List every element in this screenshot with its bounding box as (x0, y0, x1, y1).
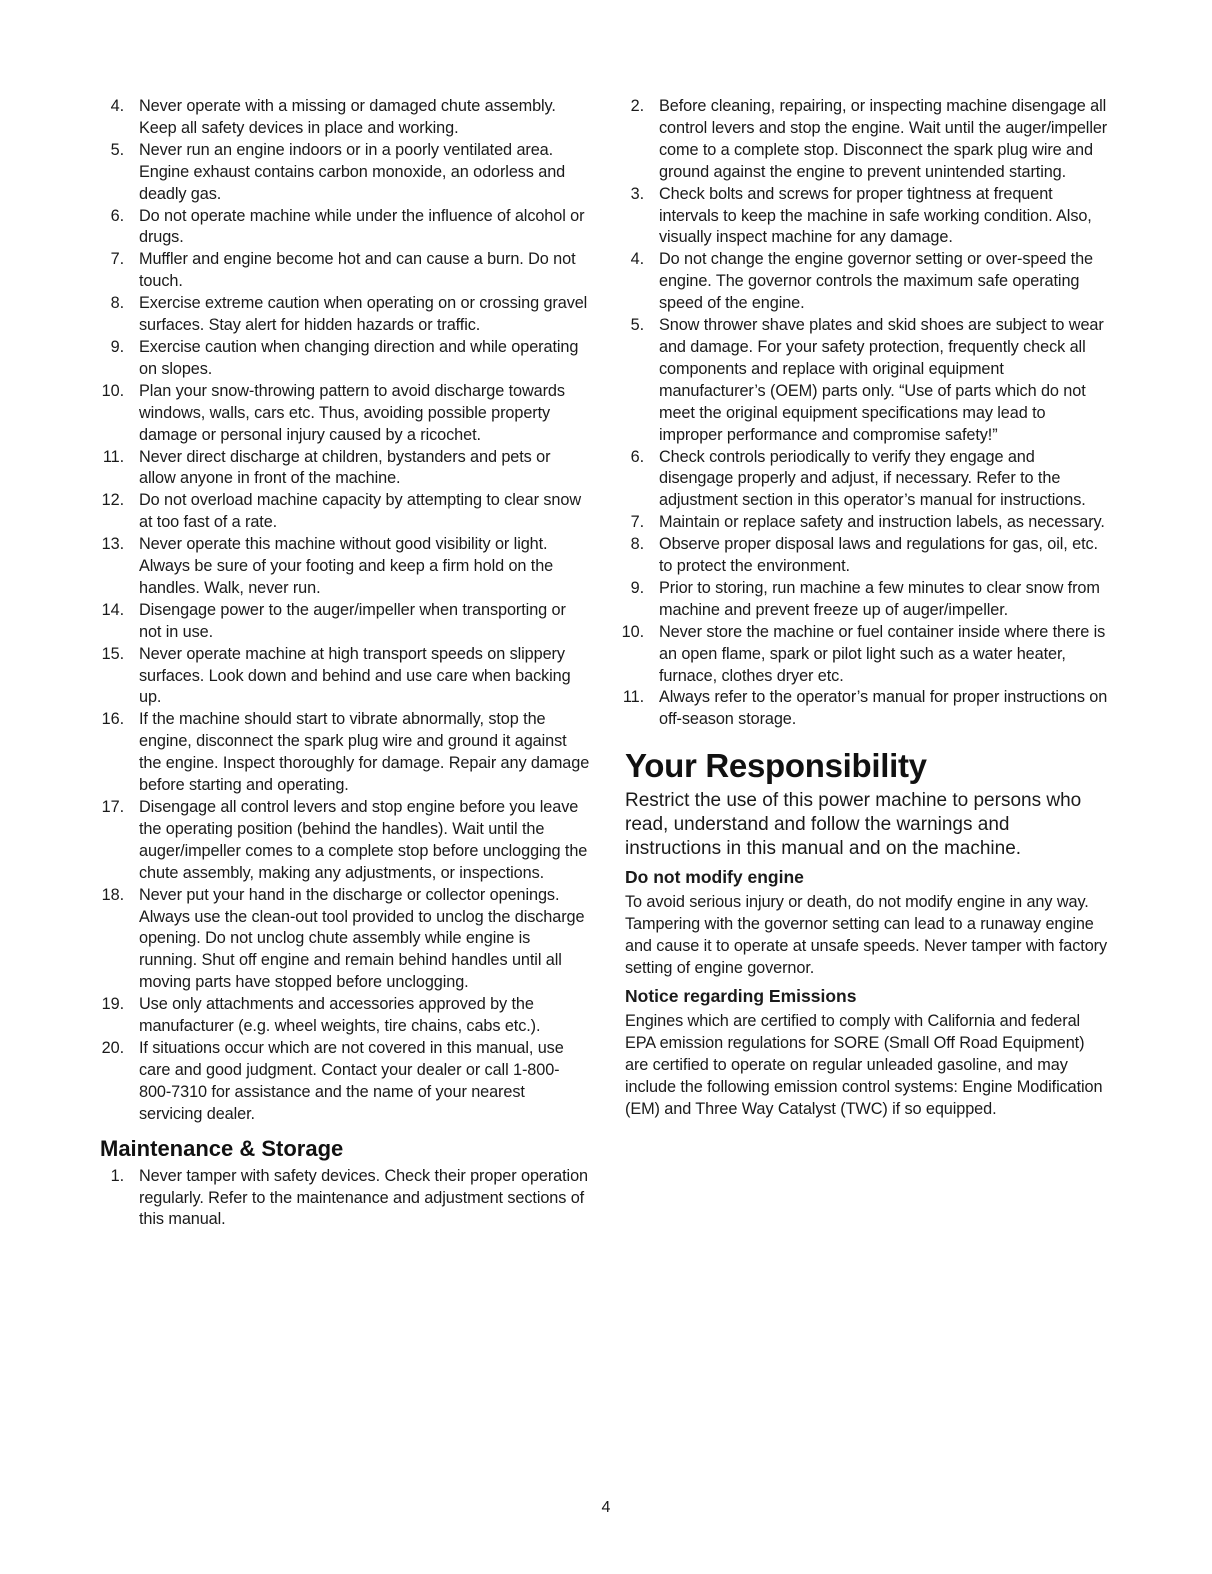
list-item: 11. Always refer to the operator’s manual for proper instructions on off-season storage. (622, 688, 1108, 729)
list-item: 2. Before cleaning, repairing, or inspecting machine disengage all control levers and stop the engine. Wait until the auger/impeller come to a complete stop. Disconnect the spark plug wire and ground against the engine to prevent unintended starting. (630, 97, 1108, 181)
list-item: 19. Use only attachments and accessories approved by the manufacturer (e.g. wheel weights, tire chains, cabs etc.). (101, 995, 541, 1036)
list-item: 9. Prior to storing, run machine a few minutes to clear snow from machine and prevent freeze up of auger/impeller. (630, 578, 1100, 619)
list-item: 17. Disengage all control levers and stop engine before you leave the operating position (behind the handles). Wait until the auger/impeller comes to a complete stop before unclogging the chute assembly, making any adjustments, or inspections. (101, 798, 588, 882)
list-item: 10. Never store the machine or fuel container inside where there is an open flame, spark or pilot light such as a water heater, furnace, clothes dryer etc. (621, 622, 1106, 685)
list-item: 10. Plan your snow-throwing pattern to avoid discharge towards windows, walls, cars etc. Thus, avoiding possible property damage or personal injury caused by a ricochet. (101, 381, 565, 444)
emissions-text: Engines which are certified to comply with California and federal EPA emission regulations for SORE (Small Off Road Equipment) are certified to operate on regular unleaded gasoline, and may include the following emission control systems: Engine Modification (EM) and Three Way Catalyst (TWC) if so equipped. (625, 1011, 1103, 1118)
list-item: 11. Never direct discharge at children, bystanders and pets or allow anyone in front of the machine. (102, 447, 551, 488)
list-item: 6. Check controls periodically to verify they engage and disengage properly and adjust, if necessary. Refer to the adjustment section in this operator’s manual for instructions. (630, 447, 1086, 510)
modify-engine-heading: Do not modify engine (625, 867, 804, 888)
list-item: 14. Disengage power to the auger/impeller when transporting or not in use. (101, 600, 566, 641)
emissions-heading: Notice regarding Emissions (625, 985, 857, 1006)
list-item: 12. Do not overload machine capacity by attempting to clear snow at too fast of a rate. (101, 491, 581, 532)
maintenance-list (100, 1166, 590, 1232)
responsibility-lead: Restrict the use of this power machine to persons who read, understand and follow the warnings and instructions in this manual and on the machine. (625, 790, 1082, 860)
list-item: 6. Do not operate machine while under the influence of alcohol or drugs. (110, 206, 585, 247)
responsibility-heading: Your Responsibility (625, 747, 927, 785)
list-item: 7. Muffler and engine become hot and can cause a burn. Do not touch. (110, 250, 576, 291)
modify-engine-text: To avoid serious injury or death, do not modify engine in any way. Tampering with the governor setting can lead to a runaway engine and cause it to operate at unsafe speeds. Never tamper with factory setting of engine governor. (625, 893, 1108, 977)
list-item: 8. Exercise extreme caution when operating on or crossing gravel surfaces. Stay alert for hidden hazards or traffic. (110, 294, 588, 335)
list-item: 4. Never operate with a missing or damaged chute assembly. Keep all safety devices in place and working. (110, 97, 556, 137)
list-item: 7. Maintain or replace safety and instruction labels, as necessary. (630, 513, 1105, 532)
safety-rules-list (100, 96, 590, 1126)
list-item: 13. Never operate this machine without good visibility or light. Always be sure of your footing and keep a firm hold on the handles. Walk, never run. (101, 535, 554, 597)
list-item: 1. Never tamper with safety devices. Check their proper operation regularly. Refer to the maintenance and adjustment sections of this manual. (110, 1166, 588, 1229)
list-item: 5. Snow thrower shave plates and skid shoes are subject to wear and damage. For your safety protection, frequently check all components and replace with original equipment manufacturer’s (OEM) parts only. “Use of parts which do not meet the original equipment specifications may lead to improper performance and compromise safety!” (630, 316, 1104, 444)
left-column (100, 96, 590, 1231)
list-item: 16. If the machine should start to vibrate abnormally, stop the engine, disconnect the spark plug wire and ground it against the engine. Inspect thoroughly for damage. Repair any damage before starting and operating. (101, 710, 590, 795)
list-item: 8. Observe proper disposal laws and regulations for gas, oil, etc. to protect the environment. (630, 535, 1098, 576)
list-item: 4. Do not change the engine governor setting or over-speed the engine. The governor controls the maximum safe operating speed of the engine. (630, 250, 1093, 313)
list-item: 3. Check bolts and screws for proper tightness at frequent intervals to keep the machine in safe working condition. Also, visually inspect machine for any damage. (630, 184, 1092, 247)
list-item: 18. Never put your hand in the discharge or collector openings. Always use the clean-out tool provided to unclog the discharge opening. Do not unclog chute assembly while engine is running. Shut off engine and remain behind handles until all moving parts have stopped before unclogging. (101, 885, 585, 992)
maintenance-list-continued (620, 96, 1110, 731)
right-column (620, 96, 1110, 1124)
page-number: 4 (601, 1499, 611, 1516)
maintenance-heading: Maintenance & Storage (100, 1135, 344, 1161)
list-item: 5. Never run an engine indoors or in a poorly ventilated area. Engine exhaust contains carbon monoxide, an odorless and deadly gas. (110, 140, 566, 203)
list-item: 20. If situations occur which are not covered in this manual, use care and good judgment. Contact your dealer or call 1-800-800-7310 for assistance and the name of your nearest servicing dealer. (101, 1038, 564, 1123)
list-item: 15. Never operate machine at high transport speeds on slippery surfaces. Look down and behind and use care when backing up. (101, 644, 571, 707)
list-item: 9. Exercise caution when changing direction and while operating on slopes. (110, 337, 579, 378)
